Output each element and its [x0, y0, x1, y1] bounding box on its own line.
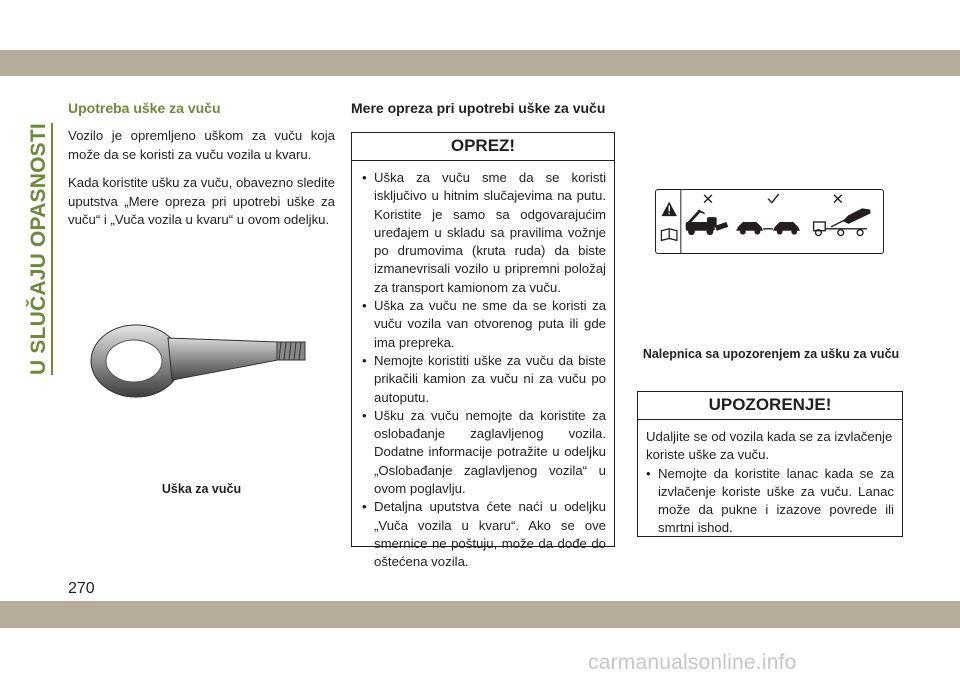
caution-heading: OPREZ!	[352, 133, 614, 161]
check-icon	[768, 194, 779, 203]
watermark: carmanualsonline.info	[588, 651, 797, 674]
warning-label-caption: Nalepnica sa upozorenjem za ušku za vuču	[642, 347, 900, 361]
warning-item: • Nemojte da koristite lanac kada se za izvlačenje koriste uške za vuču. Lanac može da pukne i izazove povrede ili smrtni ishod.	[646, 465, 894, 536]
top-band	[0, 50, 960, 76]
warning-lead: Udaljite se od vozila kada se za izvlačenje koriste uške za vuču.	[646, 429, 893, 463]
caution-list	[352, 161, 614, 572]
section-paragraph-1: Vozilo je opremljeno uškom za vuču koja može da se koristi za vuču vozila u kvaru.	[68, 128, 335, 162]
tow-eye-illustration	[88, 316, 313, 466]
warning-label-illustration	[655, 189, 884, 254]
manual-book-icon	[661, 229, 677, 241]
caution-item: • Detaljna uputstva ćete naći u odeljku „Vuča vozila u kvaru“. Ako se ove smernice ne poštuju, može da dođe do oštećena vozila.	[362, 499, 606, 570]
section-title: Upotreba uške za vuču	[68, 100, 221, 116]
warning-heading: UPOZORENJE!	[638, 392, 902, 420]
chapter-side-tab: U SLUČAJU OPASNOSTI	[28, 123, 53, 375]
tow-truck-icon	[686, 209, 729, 235]
caution-item: • Nemojte koristiti uške za vuču da biste prikačili kamion za vuču ni za vuču po autoputu.	[362, 352, 606, 405]
precautions-title: Mere opreza pri upotrebi uške za vuču	[351, 100, 606, 116]
cross-icon	[704, 195, 712, 203]
warning-triangle-icon	[661, 202, 677, 217]
caution-item: • Ušku za vuču nemojte da koristite za oslobađanje zaglavljenog vozila. Dodatne informacije potražite u odeljku „Oslobađanje zaglavljenog vozila“ u ovom poglavlju.	[362, 407, 606, 497]
tow-eye-section	[68, 100, 335, 240]
cross-icon	[834, 195, 842, 203]
warning-box	[637, 391, 903, 537]
car-pair-icon	[736, 222, 800, 235]
tow-eye-caption: Uška za vuču	[161, 482, 242, 496]
caution-item: • Uška za vuču ne sme da se koristi za vuču vozila van otvorenog puta ili gde ima prepreka.	[362, 298, 606, 350]
section-paragraph-2: Kada koristite ušku za vuču, obavezno sledite uputstva „Mere opreza pri upotrebi uške za vuču“ i „Vuča vozila u kvaru“ u ovom odeljku.	[68, 175, 335, 227]
bottom-band	[0, 601, 960, 628]
caution-box	[351, 132, 615, 570]
page-number: 270	[68, 580, 95, 597]
caution-item: • Uška za vuču sme da se koristi isključivo u hitnim slučajevima na putu. Koristite je samo sa odgovarajućim uređajem u skladu sa pravilima vožnje po drumovima (kruta ruda) da biste izmanevrisali vozilo u pripremni položaj za transport kamionom za vuču.	[362, 170, 606, 295]
car-on-ramp-icon	[843, 208, 871, 224]
warning-list	[638, 465, 902, 538]
